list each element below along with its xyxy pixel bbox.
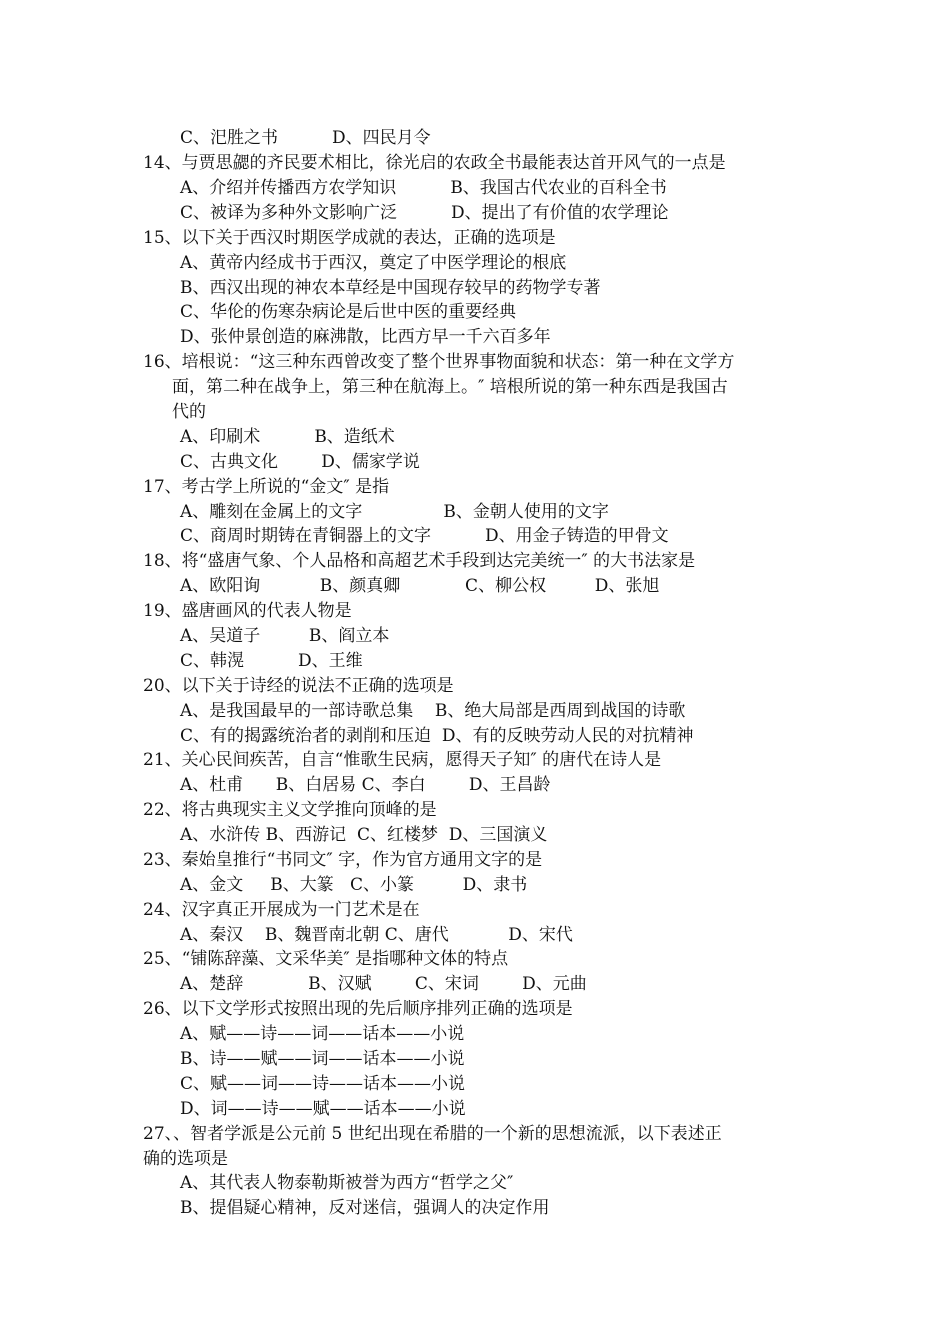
q26-option-a: A、赋——诗——词——话本——小说 bbox=[180, 1024, 465, 1044]
q20-options-cd: C、有的揭露统治者的剥削和压迫 D、有的反映劳动人民的对抗精神 bbox=[180, 726, 694, 746]
q22-options: A、水浒传 B、西游记 C、红楼梦 D、三国演义 bbox=[180, 825, 548, 845]
q20-options-ab: A、是我国最早的一部诗歌总集 B、绝大局部是西周到战国的诗歌 bbox=[180, 701, 686, 721]
q17-options-ab: A、雕刻在金属上的文字 B、金朝人使用的文字 bbox=[180, 502, 609, 522]
q15-option-c: C、华伦的伤寒杂病论是后世中医的重要经典 bbox=[180, 302, 517, 322]
q15-question: 15、以下关于西汉时期医学成就的表达，正确的选项是 bbox=[143, 228, 556, 248]
q27-option-b: B、提倡疑心精神，反对迷信，强调人的决定作用 bbox=[180, 1198, 550, 1218]
q14-options-cd: C、被译为多种外文影响广泛 D、提出了有价值的农学理论 bbox=[180, 203, 669, 223]
q13-options-cd: C、汜胜之书 D、四民月令 bbox=[180, 128, 431, 148]
q19-options-ab: A、吴道子 B、阎立本 bbox=[180, 626, 390, 646]
q23-options: A、金文 B、大篆 C、小篆 D、隶书 bbox=[180, 875, 528, 895]
q19-options-cd: C、韩滉 D、王维 bbox=[180, 651, 363, 671]
q23-question: 23、秦始皇推行“书同文″ 字，作为官方通用文字的是 bbox=[143, 850, 543, 870]
q17-question: 17、考古学上所说的“金文″ 是指 bbox=[143, 477, 390, 497]
q18-question: 18、将“盛唐气象、个人品格和高超艺术手段到达完美统一″ 的大书法家是 bbox=[143, 551, 696, 571]
q16-question-cont: 面，第二种在战争上，第三种在航海上。″ 培根所说的第一种东西是我国古 bbox=[172, 377, 728, 397]
q15-option-a: A、黄帝内经成书于西汉，奠定了中医学理论的根底 bbox=[180, 253, 567, 273]
q14-question: 14、与贾思勰的齐民要术相比，徐光启的农政全书最能表达首开风气的一点是 bbox=[143, 153, 726, 173]
q25-question: 25、“铺陈辞藻、文采华美″ 是指哪种文体的特点 bbox=[143, 949, 509, 969]
q21-question: 21、关心民间疾苦，自言“惟歌生民病，愿得天子知″ 的唐代在诗人是 bbox=[143, 750, 662, 770]
q19-question: 19、盛唐画风的代表人物是 bbox=[143, 601, 352, 621]
q24-options: A、秦汉 B、魏晋南北朝 C、唐代 D、宋代 bbox=[180, 925, 573, 945]
q25-options: A、楚辞 B、汉赋 C、宋词 D、元曲 bbox=[180, 974, 587, 994]
q26-option-d: D、词——诗——赋——话本——小说 bbox=[180, 1099, 466, 1119]
q15-option-d: D、张仲景创造的麻沸散，比西方早一千六百多年 bbox=[180, 327, 551, 347]
q24-question: 24、汉字真正开展成为一门艺术是在 bbox=[143, 900, 420, 920]
q20-question: 20、以下关于诗经的说法不正确的选项是 bbox=[143, 676, 454, 696]
q27-question-cont: 确的选项是 bbox=[143, 1149, 228, 1169]
q27-question: 27、、智者学派是公元前 5 世纪出现在希腊的一个新的思想流派，以下表述正 bbox=[143, 1124, 722, 1144]
q15-option-b: B、西汉出现的神农本草经是中国现存较早的药物学专著 bbox=[180, 278, 601, 298]
q18-options: A、欧阳询 B、颜真卿 C、柳公权 D、张旭 bbox=[180, 576, 660, 596]
q22-question: 22、将古典现实主义文学推向顶峰的是 bbox=[143, 800, 437, 820]
q26-question: 26、以下文学形式按照出现的先后顺序排列正确的选项是 bbox=[143, 999, 573, 1019]
q16-options-ab: A、印刷术 B、造纸术 bbox=[180, 427, 395, 447]
q21-options: A、杜甫 B、白居易 C、李白 D、王昌龄 bbox=[180, 775, 551, 795]
q27-option-a: A、其代表人物泰勒斯被誉为西方“哲学之父″ bbox=[180, 1173, 514, 1193]
q17-options-cd: C、商周时期铸在青铜器上的文字 D、用金子铸造的甲骨文 bbox=[180, 526, 669, 546]
q26-option-b: B、诗——赋——词——话本——小说 bbox=[180, 1049, 465, 1069]
q26-option-c: C、赋——词——诗——话本——小说 bbox=[180, 1074, 466, 1094]
q16-question-cont: 代的 bbox=[172, 402, 206, 422]
q16-question: 16、培根说：“这三种东西曾改变了整个世界事物面貌和状态：第一种在文学方 bbox=[143, 352, 735, 372]
q16-options-cd: C、古典文化 D、儒家学说 bbox=[180, 452, 420, 472]
q14-options-ab: A、介绍并传播西方农学知识 B、我国古代农业的百科全书 bbox=[180, 178, 667, 198]
